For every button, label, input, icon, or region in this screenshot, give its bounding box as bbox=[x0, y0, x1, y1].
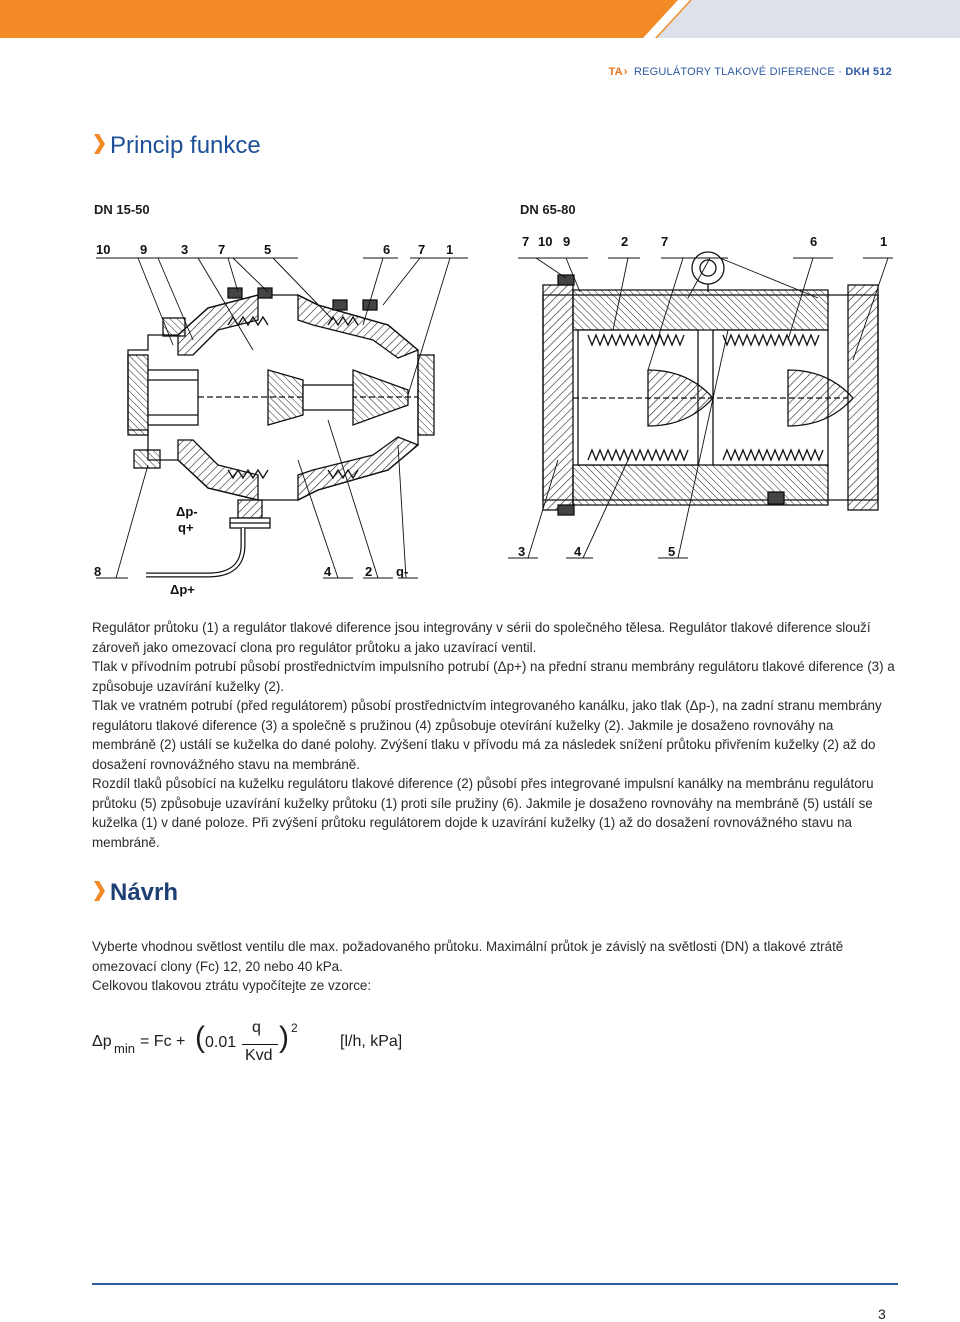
formula-subscript: min bbox=[114, 1041, 135, 1056]
callout-label: 1 bbox=[446, 242, 454, 257]
callout-label: 5 bbox=[668, 544, 676, 559]
callout-label: 3 bbox=[181, 242, 189, 257]
left-valve-drawing bbox=[128, 288, 434, 575]
dp-plus-label: Δp+ bbox=[170, 582, 195, 597]
footer-rule bbox=[92, 1283, 898, 1285]
chevron-icon bbox=[92, 880, 106, 902]
top-orange-bar bbox=[0, 0, 960, 38]
paragraph: Celkovou tlakovou ztrátu vypočítejte ze vzorce: bbox=[92, 978, 372, 993]
callout-label: 4 bbox=[324, 564, 332, 579]
page-number: 3 bbox=[878, 1306, 886, 1322]
callout-label: 10 bbox=[96, 242, 111, 257]
callout-label: 9 bbox=[140, 242, 148, 257]
section-title-design bbox=[92, 879, 178, 907]
callout-label: 7 bbox=[661, 234, 669, 249]
callout-label: 5 bbox=[264, 242, 272, 257]
formula-exponent: 2 bbox=[291, 1021, 298, 1035]
fraction-bar bbox=[242, 1044, 278, 1045]
valve-cross-section-diagram bbox=[88, 230, 898, 600]
brand-label: TA bbox=[608, 66, 623, 78]
section-title-text: Princip funkce bbox=[110, 132, 261, 159]
dn-15-50-label: DN 15-50 bbox=[94, 202, 150, 217]
callout-label: 2 bbox=[365, 564, 373, 579]
paragraph: Regulátor průtoku (1) a regulátor tlakové diference jsou integrovány v sérii do společného tělesa. Regulátor tlakové diference slouží zároveň jako omezovací clona pro regulátor průtoku a jako uzavírací ventil. bbox=[92, 620, 871, 655]
header-title: REGULÁTORY TLAKOVÉ DIFERENCE · bbox=[633, 66, 843, 78]
q-plus-label: q+ bbox=[178, 520, 194, 535]
paragraph: Rozdíl tlaků působící na kuželku regulátoru tlakové diference (2) působí přes integrované impulsní kanálky na membránu regulátoru průtoku (5) způsobuje uzavírání kuželky průtoku (1) proti síle pružiny (6). Jakmile je dosaženo rovnováhy na membráně (5) ustálí se kuželka (1) v dané poloze. Při zvýšení průtoku regulátorem dojde k uzavírání kuželky (1) až do dosažení rovnovážného stavu na membráně. bbox=[92, 776, 874, 850]
callout-label: 4 bbox=[574, 544, 582, 559]
callout-label: 7 bbox=[522, 234, 530, 249]
formula-equals-fc: = Fc + bbox=[140, 1033, 186, 1050]
callout-label: 3 bbox=[518, 544, 526, 559]
formula-denominator: Kvd bbox=[245, 1047, 273, 1064]
formula-right-paren: ) bbox=[279, 1021, 289, 1054]
q-minus-label: q- bbox=[396, 564, 409, 579]
chevron-icon bbox=[92, 133, 106, 155]
section-title-principle bbox=[92, 132, 261, 160]
formula-lhs: Δp bbox=[92, 1033, 112, 1050]
callout-label: 6 bbox=[810, 234, 818, 249]
running-header bbox=[609, 66, 892, 78]
callout-label: 10 bbox=[538, 234, 553, 249]
header-model: DKH 512 bbox=[845, 66, 892, 78]
right-valve-drawing bbox=[543, 252, 878, 515]
paragraph: Tlak v přívodním potrubí působí prostřednictvím impulsního potrubí (Δp+) na přední stranu membrány regulátoru tlakové diference (3) a způsobuje uzavírání kuželky (2). bbox=[92, 659, 895, 694]
paragraph: Vyberte vhodnou světlost ventilu dle max. požadovaného průtoku. Maximální průtok je závislý na světlosti (DN) a tlakové ztrátě omezovací clony (Fc) 12, 20 nebo 40 kPa. bbox=[92, 939, 844, 974]
paragraph: Tlak ve vratném potrubí (před regulátorem) působí prostřednictvím integrovaného kanálku, jako tlak (Δp-), na zadní stranu membrány regulátoru tlakové diference (3) a společně s pružinou (4) způsobuje otevírání kuželky (2). Jakmile je dosaženo rovnováhy na membráně (2) ustálí se kuželka do dané polohy. Zvýšení tlaku v přívodu má za následek snížení průtoku přivřením kuželky (2) až do dosažení rovnovážného stavu na membráně. bbox=[92, 698, 882, 772]
dn-65-80-label: DN 65-80 bbox=[520, 202, 576, 217]
pressure-loss-formula bbox=[92, 1018, 492, 1078]
callout-label: 2 bbox=[621, 234, 629, 249]
callout-label: 6 bbox=[383, 242, 391, 257]
formula-numerator: q bbox=[252, 1019, 261, 1036]
top-bar-stripe-graphic bbox=[630, 0, 960, 38]
callout-label: 7 bbox=[218, 242, 226, 257]
principle-text bbox=[92, 618, 897, 852]
section-title-text: Návrh bbox=[110, 879, 179, 906]
formula-left-paren: ( bbox=[195, 1021, 205, 1054]
chevron-icon: › bbox=[623, 66, 628, 78]
callout-label: 7 bbox=[418, 242, 426, 257]
callout-label: 9 bbox=[563, 234, 571, 249]
callout-label: 1 bbox=[880, 234, 888, 249]
callout-label: 8 bbox=[94, 564, 102, 579]
design-text bbox=[92, 937, 897, 996]
formula-units: [l/h, kPa] bbox=[340, 1033, 403, 1050]
dp-minus-label: Δp- bbox=[176, 504, 198, 519]
formula-coefficient: 0.01 bbox=[205, 1034, 237, 1051]
